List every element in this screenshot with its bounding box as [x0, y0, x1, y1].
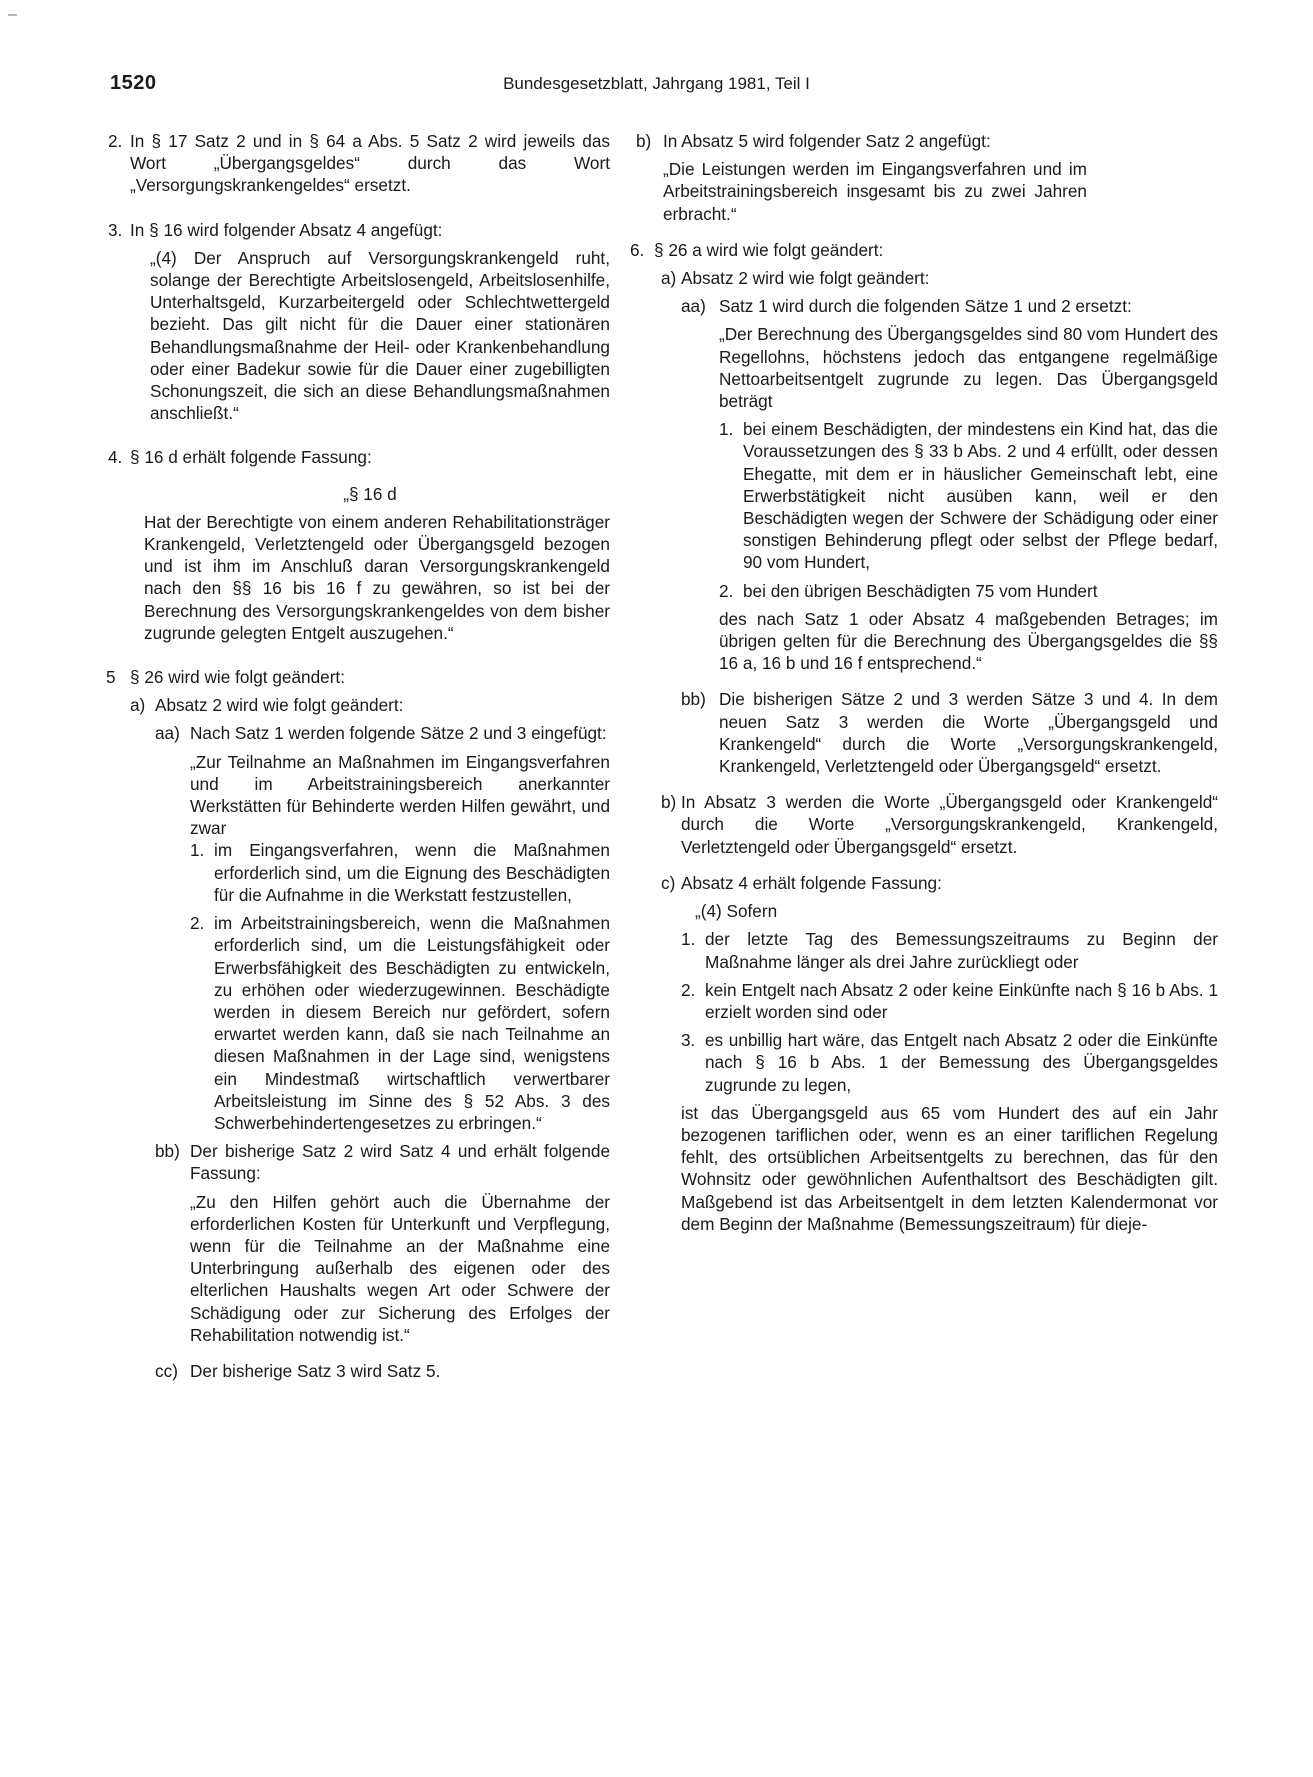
- list-text: der letzte Tag des Bemessungszeitraums zu Beginn der Maßnahme länger als drei Jahre zurückliegt oder: [705, 929, 1218, 972]
- quoted-heading: „(4) Sofern: [695, 901, 778, 922]
- quoted-paragraph: „(4) Der Anspruch auf Versorgungskrankengeld ruht, solange der Berechtigte Arbeitslosengeld, Arbeitslosenhilfe, Unterhaltsgeld, Kurzarbeitergeld oder Schlechtwettergeld bezieht. Das gilt nicht für die Dauer einer stationären Behandlungsmaßnahme der Heil- oder Krankenbehandlung oder einer Badekur sowie für die Dauer einer zugebilligten Schonungszeit, die sich an diese Behandlungsmaßnahmen anschließt.“: [150, 247, 610, 424]
- left-column: [100, 130, 610, 1382]
- running-title: Bundesgesetzblatt, Jahrgang 1981, Teil I: [503, 74, 810, 93]
- sub-sub-item-label: bb): [681, 689, 706, 710]
- sub-item-intro: In Absatz 5 wird folgender Satz 2 angefügt:: [663, 131, 991, 151]
- closing-paragraph: des nach Satz 1 oder Absatz 4 maßgebenden Betrages; im übrigen gelten für die Berechnung des Übergangsgeldes die §§ 16 a, 16 b und 16 f entsprechend.“: [719, 608, 1218, 674]
- item-number: 6.: [630, 239, 645, 260]
- item-5: [100, 666, 610, 1382]
- sub-sub-item-intro: Der bisherige Satz 2 wird Satz 4 und erhält folgende Fassung:: [190, 1141, 610, 1184]
- list-number: 1.: [719, 419, 734, 440]
- quoted-paragraph: „Zur Teilnahme an Maßnahmen im Eingangsverfahren und im Arbeitstrainingsbereich anerkannter Werkstätten für Behinderte werden Hilfen gewährt, und zwar: [190, 751, 610, 839]
- sub-sub-item-aa: [155, 722, 610, 1134]
- corner-mark: –: [8, 6, 17, 23]
- sub-item-b: [654, 791, 1218, 858]
- list-item: [681, 1029, 1218, 1096]
- sub-sub-item-text: Der bisherige Satz 3 wird Satz 5.: [190, 1360, 441, 1381]
- sub-sub-item-text: Die bisherigen Sätze 2 und 3 werden Sätze 3 und 4. In dem neuen Satz 3 werden die Worte „Übergangsgeld und Krankengeld“ durch die Worte „Versorgungskrankengeld, Krankengeld, Verletztengeld oder Übergangsgeld“ ersetzt.: [719, 689, 1218, 777]
- right-column: [630, 130, 1218, 1235]
- list-item: [190, 912, 610, 1134]
- sub-sub-item-bb: [155, 1140, 610, 1346]
- sub-item-intro: Absatz 2 wird wie folgt geändert:: [155, 695, 404, 716]
- item-2: [100, 130, 610, 197]
- list-number: 2.: [681, 979, 696, 1000]
- page-number: 1520: [110, 72, 157, 94]
- quoted-paragraph: „Zu den Hilfen gehört auch die Übernahme der erforderlichen Kosten für Unterkunft und Verpflegung, wenn für die Teilnahme an der Maßnahme eine Unterbringung außerhalb des eigenen oder des elterlichen Haushalts wegen Art oder Schwere der Schädigung oder zur Sicherung des Erfolges der Rehabilitation notwendig ist.“: [190, 1191, 610, 1345]
- list-item: [681, 928, 1218, 972]
- sub-item-letter: c): [661, 872, 676, 893]
- sub-sub-item-intro: Satz 1 wird durch die folgenden Sätze 1 und 2 ersetzt:: [719, 296, 1132, 317]
- sub-sub-item-label: aa): [681, 296, 706, 317]
- sub-item-letter: a): [661, 268, 677, 289]
- item-number: 5: [106, 667, 116, 688]
- quoted-paragraph: „Die Leistungen werden im Eingangsverfahren und im Arbeitstrainingsbereich insgesamt bis zu zwei Jahren erbracht.“: [663, 159, 1087, 224]
- sub-sub-item-aa: [681, 295, 1218, 674]
- item-intro: § 16 d erhält folgende Fassung:: [130, 447, 372, 468]
- list-number: 1.: [681, 929, 696, 950]
- sub-sub-item-intro: Nach Satz 1 werden folgende Sätze 2 und 3 eingefügt:: [190, 723, 607, 744]
- sub-item-a: [130, 694, 610, 1382]
- sub-item-letter: b): [636, 131, 652, 151]
- list-item: [719, 580, 1218, 602]
- quoted-paragraph: „Der Berechnung des Übergangsgeldes sind 80 vom Hundert des Regellohns, höchstens jedoch das entgangene regelmäßige Nettoarbeitsentgelt zugrunde zu legen. Das Übergangsgeld beträgt: [719, 324, 1218, 412]
- sub-item-letter: b): [661, 792, 677, 813]
- quoted-paragraph: Hat der Berechtigte von einem anderen Rehabilitationsträger Krankengeld, Verletztengeld oder Übergangsgeld bezogen und ist ihm im Anschluß daran Versorgungskrankengeld nach den §§ 16 bis 16 f zu gewähren, so ist bei der Berechnung des Versorgungskrankengeldes von dem bisher zugrunde gelegten Entgelt auszugehen.“: [144, 511, 610, 643]
- item-6: [630, 239, 1218, 1235]
- section-heading: „§ 16 d: [343, 483, 397, 504]
- list-text: bei einem Beschädigten, der mindestens ein Kind hat, das die Voraussetzungen des § 33 b Abs. 2 und 4 erfüllt, oder dessen Ehegatte, mit dem er in häuslicher Gemeinschaft lebt, eine Erwerbstätigkeit nicht ausüben kann, weil er den Beschädigten wegen der Schwere der Schädigung oder einer sonstigen Behinderung pflegt oder selbst der Pflege bedarf, 90 vom Hundert,: [743, 419, 1218, 573]
- item-intro: § 26 wird wie folgt geändert:: [130, 667, 345, 688]
- list-text: bei den übrigen Beschädigten 75 vom Hundert: [743, 580, 1098, 601]
- sub-sub-item-label: cc): [155, 1360, 178, 1381]
- sub-sub-item-bb: [681, 688, 1218, 777]
- item-4: [100, 446, 610, 644]
- sub-sub-item-label: aa): [155, 723, 180, 744]
- sub-item-intro: Absatz 4 erhält folgende Fassung:: [681, 872, 942, 893]
- item-text: In § 17 Satz 2 und in § 64 a Abs. 5 Satz 2 wird jeweils das Wort „Übergangsgeldes“ durch das Wort „Versorgungskrankengeldes“ ersetzt.: [130, 131, 610, 196]
- sub-item-letter: a): [130, 695, 146, 716]
- list-number: 2.: [719, 580, 734, 601]
- list-item: [719, 418, 1218, 573]
- sub-item-a: [654, 267, 1218, 777]
- sub-sub-item-label: bb): [155, 1141, 180, 1162]
- item-number: 2.: [108, 131, 123, 151]
- list-item: [681, 979, 1218, 1023]
- list-item: [190, 839, 610, 906]
- list-number: 3.: [681, 1030, 696, 1051]
- item-number: 4.: [108, 447, 123, 468]
- sub-item-b: [636, 130, 1218, 225]
- sub-sub-item-cc: [155, 1360, 610, 1382]
- closing-paragraph: ist das Übergangsgeld aus 65 vom Hundert des auf ein Jahr bezogenen tariflichen oder, wenn es an einer tariflichen Regelung fehlt, des ortsüblichen Arbeitsentgelts zu berechnen, das für den Wohnsitz oder gewöhnlichen Aufenthaltsort des Beschädigten gilt. Maßgebend ist das Arbeitsentgelt in dem letzten Kalendermonat vor dem Beginn der Maßnahme (Bemessungszeitraum) für dieje-: [681, 1102, 1218, 1234]
- list-number: 1.: [190, 840, 205, 861]
- sub-item-intro: Absatz 2 wird wie folgt geändert:: [681, 268, 930, 289]
- list-text: es unbillig hart wäre, das Entgelt nach Absatz 2 oder die Einkünfte nach § 16 b Abs. 1 der Bemessung des Übergangsgeldes zugrunde zu legen,: [705, 1030, 1218, 1095]
- list-text: im Eingangsverfahren, wenn die Maßnahmen erforderlich sind, um die Eignung des Beschädigten für die Aufnahme in die Werkstatt festzustellen,: [214, 840, 610, 905]
- list-text: kein Entgelt nach Absatz 2 oder keine Einkünfte nach § 16 b Abs. 1 erzielt worden sind oder: [705, 979, 1218, 1022]
- list-number: 2.: [190, 913, 205, 934]
- sub-item-text: In Absatz 3 werden die Worte „Übergangsgeld oder Krankengeld“ durch die Worte „Versorgungskrankengeld, Krankengeld, Verletztengeld oder Übergangsgeld“ ersetzt.: [681, 792, 1218, 857]
- sub-item-c: [654, 872, 1218, 1235]
- item-intro: In § 16 wird folgender Absatz 4 angefügt:: [130, 219, 443, 240]
- list-text: im Arbeitstrainingsbereich, wenn die Maßnahmen erforderlich sind, um die Leistungsfähigkeit oder Erwerbsfähigkeit des Beschädigten zu entwickeln, zu erhöhen oder wiederzugewinnen. Beschädigte werden in diesem Bereich nur gefördert, sofern erwartet werden kann, daß sie nach Teilnahme an diesen Maßnahmen in der Lage sind, wenigstens ein Mindestmaß wirtschaftlich verwertbarer Arbeitsleistung im Sinne des § 52 Abs. 3 des Schwerbehindertengesetzes zu erbringen.“: [214, 913, 610, 1133]
- item-number: 3.: [108, 219, 123, 240]
- item-3: [100, 219, 610, 425]
- item-intro: § 26 a wird wie folgt geändert:: [654, 239, 884, 260]
